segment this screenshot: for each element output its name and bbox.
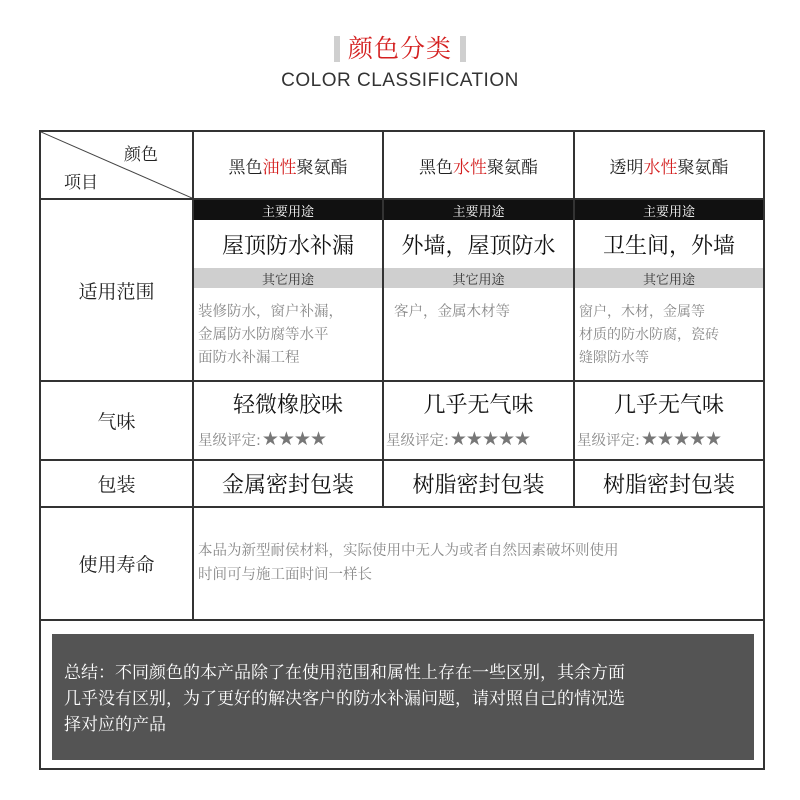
smell-rating (577, 427, 721, 451)
other-use-line: 材质的防水防腐，瓷砖 (579, 327, 719, 343)
other-use-text (394, 301, 572, 324)
main-use-text: 卫生间，外墙 (602, 233, 735, 259)
row-label-smell: 气味 (97, 411, 136, 433)
title-left-bar (334, 36, 340, 62)
column-header-suffix: 聚氨酯 (296, 157, 348, 178)
star-icon: ★★★★★ (640, 428, 722, 450)
packaging-text: 金属密封包装 (221, 473, 354, 498)
packaging-text: 树脂密封包装 (602, 473, 735, 498)
main-use-bar: 主要用途 (194, 200, 382, 220)
other-use-text (579, 301, 763, 370)
lifespan-line: 本品为新型耐侯材料，实际使用中无人为或者自然因素破坏则使用 (198, 543, 619, 559)
other-use-bar: 其它用途 (194, 268, 382, 288)
column-header-black-water (384, 132, 573, 198)
rating-label: 星级评定: (198, 432, 261, 449)
column-header-suffix: 聚氨酯 (677, 157, 729, 178)
smell-rating (386, 427, 530, 451)
column-header-highlight: 水性 (453, 157, 487, 178)
corner-color-label: 颜色 (124, 145, 158, 165)
corner-item-label: 项目 (64, 173, 98, 193)
row-label-lifespan: 使用寿命 (78, 554, 155, 576)
row-label-scope: 适用范围 (78, 280, 155, 303)
other-use-line: 客户，金属木材等 (394, 304, 510, 320)
lifespan-text (198, 539, 758, 587)
rating-label: 星级评定: (386, 432, 449, 449)
column-header-prefix: 透明 (609, 157, 644, 178)
other-use-bar: 其它用途 (575, 268, 763, 288)
other-use-bar: 其它用途 (384, 268, 573, 288)
column-header-prefix: 黑色 (228, 157, 263, 178)
row-divider-lifespan (39, 619, 765, 621)
column-header-black-oil (194, 132, 382, 198)
column-header-suffix: 聚氨酯 (487, 157, 538, 178)
other-use-line: 缝隙防水等 (579, 350, 649, 366)
smell-text: 几乎无气味 (423, 392, 534, 418)
rating-label: 星级评定: (577, 432, 640, 449)
page-title (334, 32, 466, 66)
main-use-text: 屋顶防水补漏 (221, 233, 354, 259)
other-use-text (198, 301, 382, 370)
other-use-line: 窗户，木材，金属等 (579, 304, 705, 320)
title-block (0, 32, 800, 66)
page-subtitle: COLOR CLASSIFICATION (281, 70, 519, 91)
column-header-clear-water (575, 132, 763, 198)
packaging-text: 树脂密封包装 (412, 473, 545, 498)
smell-text: 轻微橡胶味 (232, 392, 343, 418)
smell-rating (198, 427, 326, 451)
main-use-bar: 主要用途 (384, 200, 573, 220)
summary-line: 择对应的产品 (64, 715, 166, 735)
title-right-bar (460, 36, 466, 62)
star-icon: ★★★★ (261, 428, 327, 450)
page-title-text: 颜色分类 (347, 34, 452, 63)
star-icon: ★★★★★ (449, 428, 531, 450)
column-header-highlight: 油性 (262, 157, 297, 178)
main-use-bar: 主要用途 (575, 200, 763, 220)
column-header-prefix: 黑色 (419, 157, 453, 178)
summary-line: 几乎没有区别，为了更好的解决客户的防水补漏问题，请对照自己的情况选 (64, 689, 625, 709)
main-use-text: 外墙，屋顶防水 (401, 233, 556, 259)
other-use-line: 面防水补漏工程 (198, 350, 300, 366)
summary-line: 总结：不同颜色的本产品除了在使用范围和属性上存在一些区别，其余方面 (64, 663, 625, 683)
lifespan-line: 时间可与施工面时间一样长 (198, 567, 372, 583)
smell-text: 几乎无气味 (613, 392, 724, 418)
other-use-line: 装修防水，窗户补漏， (198, 304, 343, 320)
summary-box (52, 634, 754, 760)
row-label-packaging: 包装 (97, 474, 136, 496)
column-header-highlight: 水性 (643, 157, 678, 178)
other-use-line: 金属防水防腐等水平 (198, 327, 329, 343)
